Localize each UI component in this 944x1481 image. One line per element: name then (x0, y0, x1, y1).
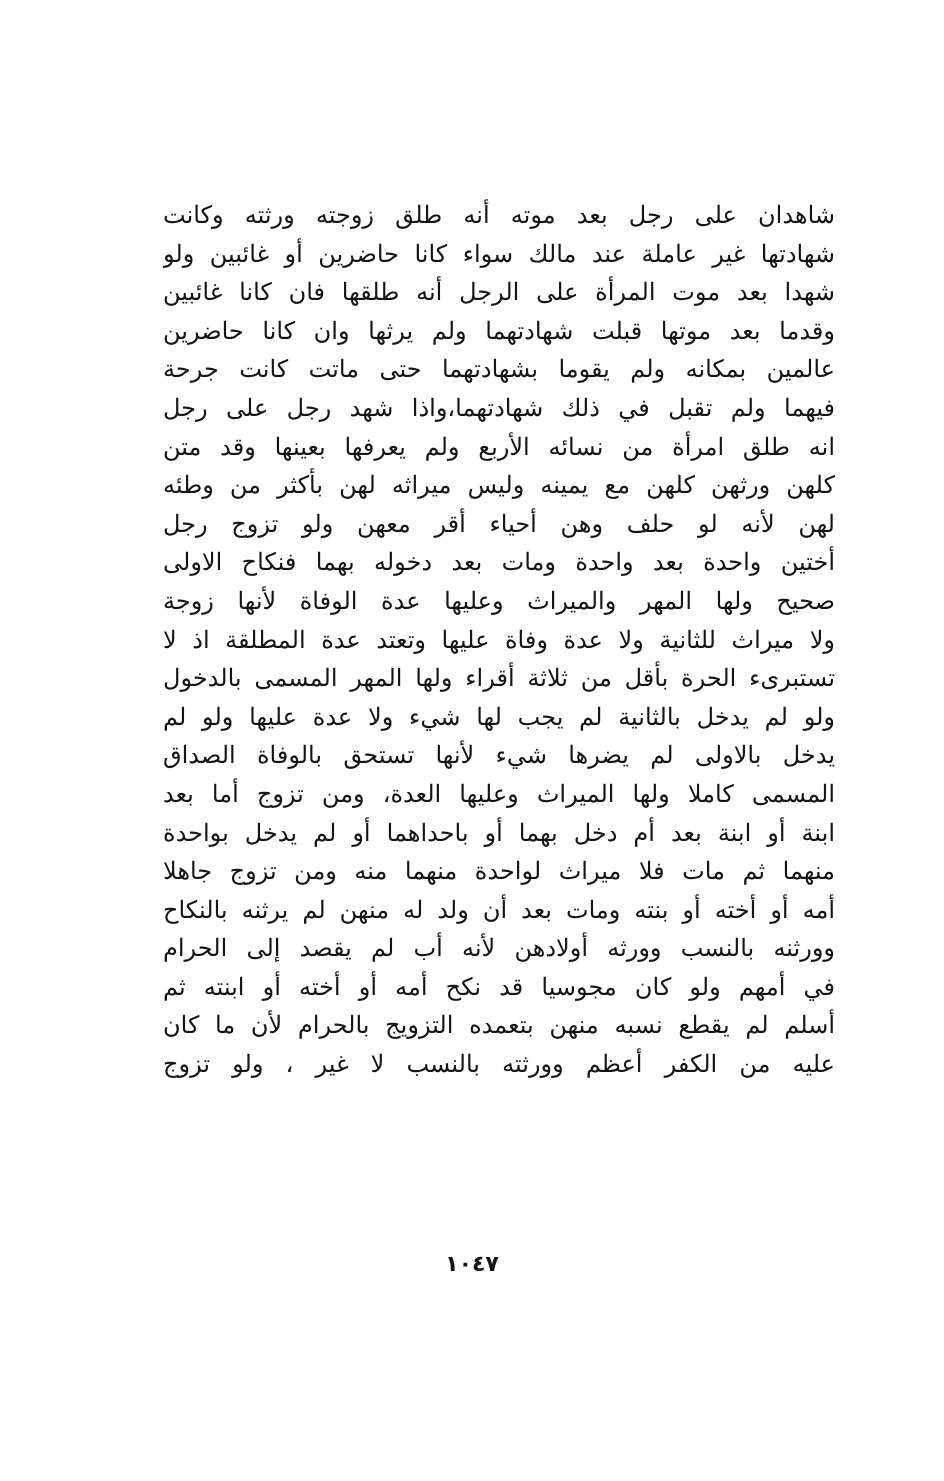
text-line: ابنة أو ابنة بعد أم دخل بهما أو باحداهما أو لم يدخل بواحدة (163, 818, 835, 847)
text-line: ولا ميراث للثانية ولا عدة وفاة عليها وتعتد عدة المطلقة اذ لا (163, 625, 835, 654)
text-line: أختين واحدة بعد واحدة ومات بعد دخوله بهما فنكاح الاولى (163, 548, 835, 577)
text-line: صحيح ولها المهر والميراث وعليها عدة الوفاة لأنها زوجة (163, 586, 835, 615)
text-line: فيهما ولم تقبل في ذلك شهادتهما،واذا شهد رجل على رجل (163, 393, 835, 422)
text-line: كلهن ورثهن كلهن مع يمينه وليس ميراثه لهن بأكثر من وطئه (163, 471, 835, 500)
text-line: أسلم لم يقطع نسبه منهن بتعمده التزويج بالحرام لأن ما كان (163, 1011, 835, 1040)
text-line: ولو لم يدخل بالثانية لم يجب لها شيء ولا عدة عليها ولو لم (163, 702, 835, 731)
text-line: وورثنه بالنسب وورثه أولادهن لأنه أب لم يقصد إلى الحرام (163, 934, 835, 963)
text-line: عليه من الكفر أعظم وورثته بالنسب لا غير ، ولو تزوج (163, 1050, 835, 1079)
text-line: أمه أو أخته أو بنته ومات بعد أن ولد له منهن لم يرثنه بالنكاح (163, 895, 835, 924)
text-line: المسمى كاملا ولها الميراث وعليها العدة، ومن تزوج أما بعد (163, 779, 835, 808)
text-line: شهادتها غير عاملة عند مالك سواء كانا حاضرين أو غائبين ولو (163, 239, 835, 268)
text-line: شاهدان على رجل بعد موته أنه طلق زوجته ورثته وكانت (163, 201, 835, 229)
text-line: شهدا بعد موت المرأة على الرجل أنه طلقها فان كانا غائبين (163, 278, 835, 307)
text-line: منهما ثم مات فلا ميراث لواحدة منهما منه ومن تزوج جاهلا (163, 857, 835, 886)
page-number: ١٠٤٧ (445, 1252, 499, 1277)
text-line: لهن لأنه لو حلف وهن أحياء أقر معهن ولو تزوج رجل (163, 509, 835, 538)
text-line: يدخل بالاولى لم يضرها شيء لأنها تستحق بالوفاة الصداق (163, 741, 835, 770)
body-text (163, 196, 835, 1084)
text-line: تستبرىء الحرة بأقل من ثلاثة أقراء ولها المهر المسمى بالدخول (163, 664, 835, 693)
text-line: انه طلق امرأة من نسائه الأربع ولم يعرفها بعينها وقد متن (163, 432, 835, 461)
text-line: عالمين بمكانه ولم يقوما بشهادتهما حتى ماتت كانت جرحة (163, 355, 835, 384)
text-line: في أمهم ولو كان مجوسيا قد نكح أمه أو أخته أو ابنته ثم (163, 972, 835, 1001)
text-line: وقدما بعد موتها قبلت شهادتهما ولم يرثها وان كانا حاضرين (163, 316, 835, 345)
